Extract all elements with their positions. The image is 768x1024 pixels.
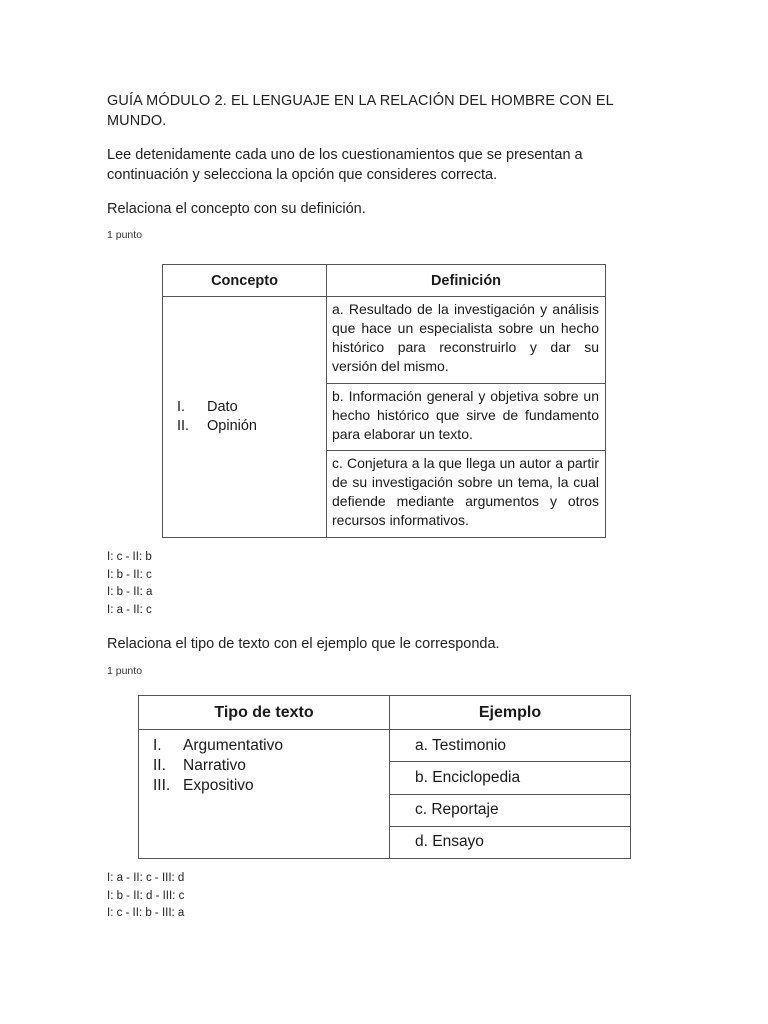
page-title — [107, 91, 647, 131]
table-2-header-tipo: Tipo de texto — [139, 696, 390, 730]
question-1-prompt: Relaciona el concepto con su definición. — [107, 201, 366, 217]
concept-item — [177, 398, 325, 417]
example-c: c. Reportaje — [390, 794, 631, 826]
concept-num: II. — [177, 418, 190, 434]
title-line-2: MUNDO. — [107, 113, 167, 129]
answer-option[interactable]: I: b - II: a — [107, 586, 153, 598]
type-item — [153, 776, 389, 796]
question-1-options — [107, 549, 152, 619]
title-line-1: GUÍA MÓDULO 2. EL LENGUAJE EN LA RELACIÓN DEL HOMBRE CON EL — [107, 93, 614, 109]
table-2-header-ejemplo: Ejemplo — [390, 696, 631, 730]
type-item — [153, 736, 389, 756]
answer-option[interactable]: I: a - II: c - III: d — [107, 872, 185, 884]
concept-list — [177, 398, 325, 436]
table-1-header-concepto: Concepto — [163, 265, 327, 297]
intro-text: Lee detenidamente cada uno de los cuestionamientos que se presentan a continuación y selecciona la opción que consideres correcta. — [107, 147, 583, 183]
concept-num: I. — [177, 399, 186, 415]
answer-option[interactable]: I: b - II: d - III: c — [107, 889, 185, 902]
concept-label: Opinión — [207, 418, 257, 434]
type-item — [153, 756, 389, 776]
answer-option[interactable]: I: b - II: c — [107, 568, 152, 581]
type-num: III. — [153, 777, 171, 795]
example-b: b. Enciclopedia — [390, 762, 631, 794]
table-1-header-definicion: Definición — [327, 265, 606, 297]
answer-option[interactable]: I: c - II: b - III: a — [107, 907, 185, 919]
concept-label: Dato — [207, 399, 238, 415]
definition-a: a. Resultado de la investigación y análisis que hace un especialista sobre un hecho histórico para reconstruirlo y dar su versión del mismo. — [327, 297, 606, 384]
answer-option[interactable]: I: c - II: b — [107, 551, 152, 563]
question-2-options — [107, 870, 184, 923]
definition-c: c. Conjetura a la que llega un autor a partir de su investigación sobre un tema, la cual defiende mediante argumentos y otros recursos informativos. — [327, 451, 606, 538]
type-cell — [139, 730, 390, 859]
type-label: Argumentativo — [183, 737, 283, 755]
question-2-prompt: Relaciona el tipo de texto con el ejemplo que le corresponda. — [107, 636, 500, 652]
document-page — [107, 91, 647, 919]
example-d: d. Ensayo — [390, 826, 631, 858]
type-num: I. — [153, 737, 162, 755]
question-2-points: 1 punto — [107, 665, 143, 677]
concept-item — [177, 417, 325, 436]
question-1-table — [162, 264, 606, 538]
question-1-points: 1 punto — [107, 229, 143, 241]
type-label: Expositivo — [183, 777, 254, 795]
question-2-table — [138, 695, 631, 859]
type-list — [153, 736, 389, 796]
answer-option[interactable]: I: a - II: c — [107, 603, 152, 616]
definition-b: b. Información general y objetiva sobre un hecho histórico que sirve de fundamento para elaborar un texto. — [327, 384, 606, 451]
type-num: II. — [153, 757, 166, 775]
example-a: a. Testimonio — [390, 730, 631, 762]
concept-cell — [163, 297, 327, 538]
type-label: Narrativo — [183, 757, 246, 775]
